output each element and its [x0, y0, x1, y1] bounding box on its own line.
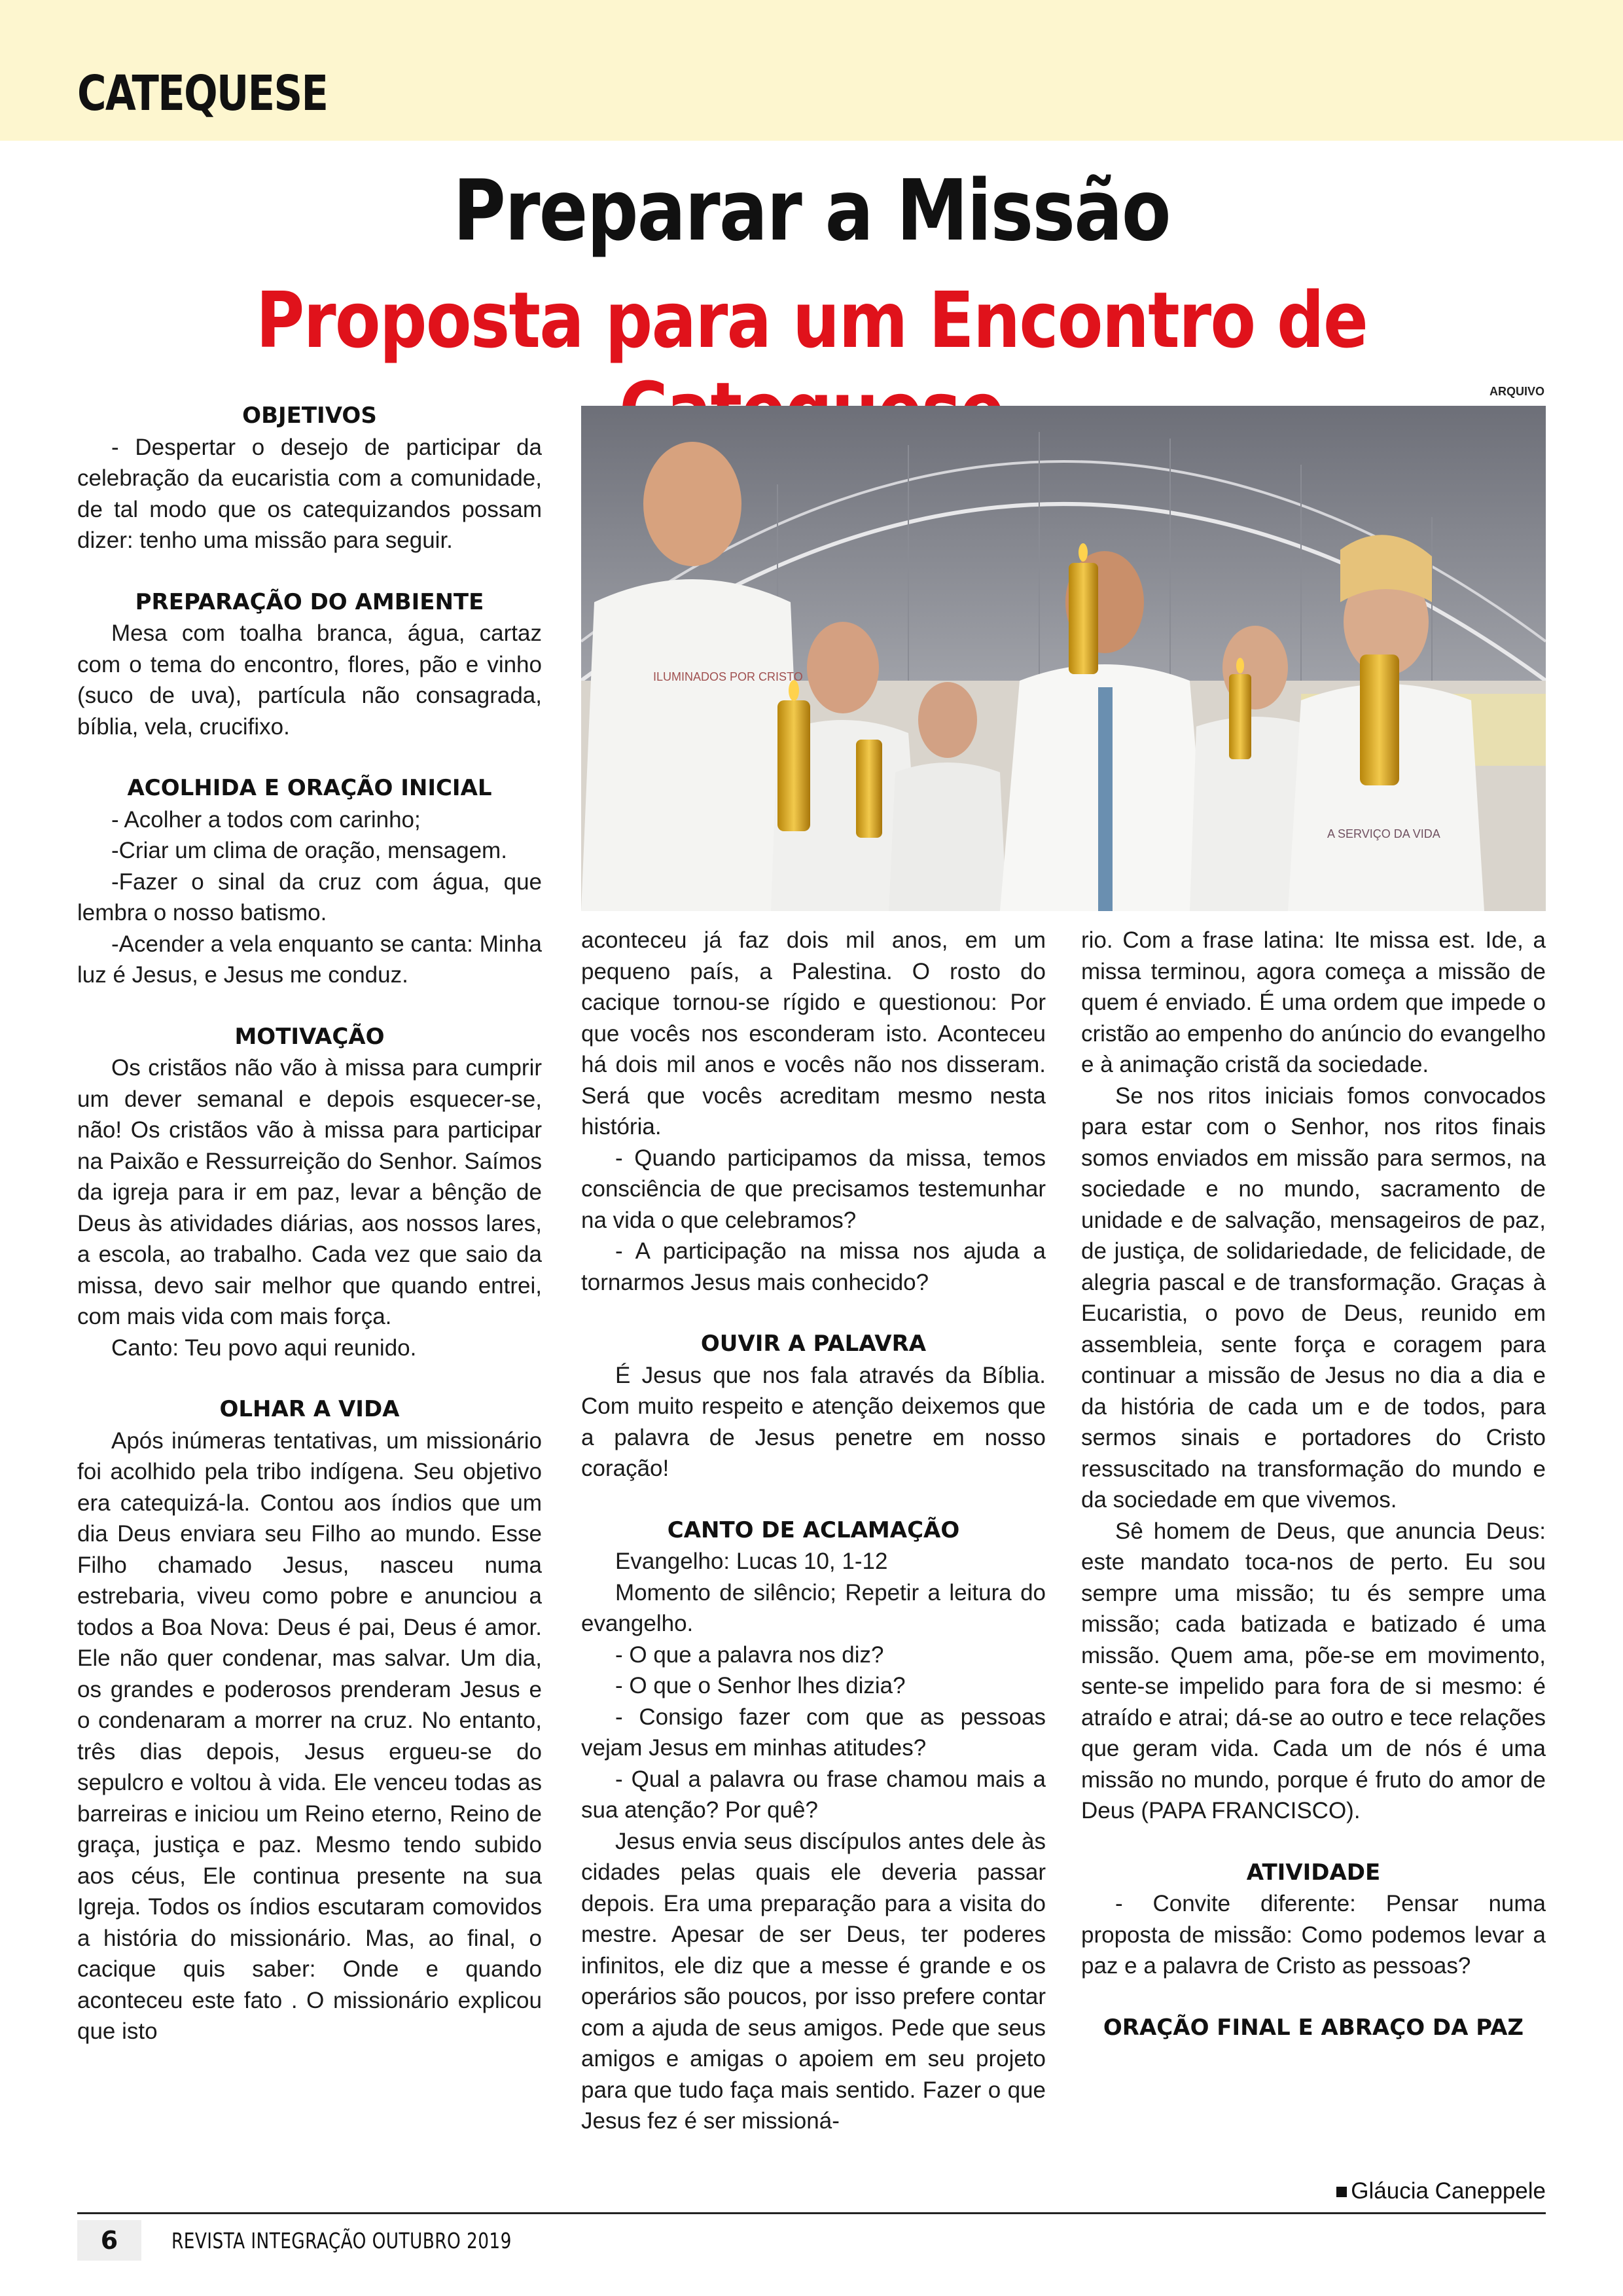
- shirt-text: A SERVIÇO DA VIDA: [1327, 827, 1440, 840]
- footer-publication: REVISTA INTEGRAÇÃO OUTUBRO 2019: [171, 2228, 512, 2253]
- paragraph: - O que a palavra nos diz?: [615, 1641, 884, 1668]
- paragraph: - Acolher a todos com carinho;: [111, 806, 421, 833]
- heading-canto-de-aclamacao: CANTO DE ACLAMAÇÃO: [667, 1516, 960, 1543]
- paragraph: Sê homem de Deus, que anuncia Deus: este mandato toca-nos de perto. Eu sou sempre uma missão; tu és sempre uma missão; cada batizada e batizado é uma missão. Quem ama, põe-se em movimento, sente-se impelido para fora de si mesmo: é atraído e atrai; dá-se ao outro e tece relações que geram vida. Cada um de nós é uma missão no mundo, porque é fruto do amor de Deus (PAPA FRANCISCO).: [1081, 1518, 1546, 1823]
- photo-illustration: [581, 406, 1546, 911]
- shirt-text: ILUMINADOS POR CRISTO: [653, 670, 803, 683]
- paragraph: -Acender a vela enquanto se canta: Minha luz é Jesus, e Jesus me conduz.: [77, 931, 542, 988]
- section-label: CATEQUESE: [77, 65, 328, 122]
- heading-oracao-final: ORAÇÃO FINAL E ABRAÇO DA PAZ: [1103, 2014, 1524, 2041]
- author-name: Gláucia Caneppele: [1351, 2178, 1546, 2204]
- paragraph: - Qual a palavra ou frase chamou mais a sua atenção? Por quê?: [581, 1766, 1046, 1823]
- column-2: [581, 925, 1046, 2137]
- paragraph: Evangelho: Lucas 10, 1-12: [615, 1549, 888, 1574]
- paragraph: rio. Com a frase latina: Ite missa est. Ide, a missa terminou, agora começa a missão de quem é enviado. É uma ordem que impede o cristão ao empenho do anúncio do evangelho e à animação cristã da sociedade.: [1081, 927, 1546, 1077]
- heading-preparacao: PREPARAÇÃO DO AMBIENTE: [135, 588, 484, 615]
- column-1: [77, 401, 542, 2047]
- article-photo: [581, 406, 1546, 911]
- paragraph: Após inúmeras tentativas, um missionário foi acolhido pela tribo indígena. Seu objetivo era catequizá-la. Contou aos índios que um dia Deus enviara seu Filho ao mundo. Esse Filho chamado Jesus, nasceu numa estrebaria, viveu como pobre e anunciou a todos a Boa Nova: Deus é pai, Deus é amor. Ele não quer condenar, mas salvar. Um dia, os grandes e poderosos prenderam Jesus e o condenaram a morrer na cruz. No entanto, três dias depois, Jesus ergueu-se do sepulcro e voltou à vida. Ele venceu todas as barreiras e iniciou um Reino eterno, Reino de graça, justiça e paz. Mesmo tendo subido aos céus, Ele continua presente na sua Igreja. Todos os índios escutaram comovidos a história do missionário. Mas, ao final, o cacique quis saber: Onde e quando aconteceu este fato . O missionário explicou que isto: [77, 1427, 542, 2044]
- paragraph: - A participação na missa nos ajuda a tornarmos Jesus mais conhecido?: [581, 1238, 1046, 1295]
- article-title: Preparar a Missão: [453, 162, 1170, 260]
- paragraph: - Quando participamos da missa, temos consciência de que precisamos testemunhar na vida o que celebramos?: [581, 1145, 1046, 1233]
- paragraph: -Fazer o sinal da cruz com água, que lembra o nosso batismo.: [77, 869, 542, 925]
- paragraph: Jesus envia seus discípulos antes dele às cidades pelas quais ele deveria passar depois. Era uma preparação para a visita do mestre. Apesar de ser Deus, ter poderes infinitos, ele diz que a messe é grande e os operários são poucos, por isso prefere contar com a ajuda de seus amigos. Pede que seus amigos e amigas o apoiem em seu projeto para que tudo faça mais sentido. Fazer o que Jesus fez é ser missioná-: [581, 1828, 1046, 2134]
- heading-olhar-a-vida: OLHAR A VIDA: [219, 1396, 400, 1422]
- paragraph: - Despertar o desejo de participar da celebração da eucaristia com a comunidade, de tal modo que os catequizandos possam dizer: tenho uma missão para seguir.: [77, 434, 542, 553]
- paragraph: É Jesus que nos fala através da Bíblia. Com muito respeito e atenção deixemos que a palavra de Jesus penetre em nosso coração!: [581, 1362, 1046, 1481]
- article-subtitle: Proposta para um Encontro de: [255, 275, 1368, 365]
- author-signature: [1336, 2178, 1546, 2204]
- paragraph: Os cristãos não vão à missa para cumprir um dever semanal e depois esquecer-se, não! Os cristãos vão à missa para participar na Paixão e Ressurreição do Senhor. Saímos da igreja para ir em paz, levar a bênção de Deus às atividades diárias, aos nossos lares, a escola, ao trabalho. Cada vez que saio da missa, devo sair melhor que quando entrei, com mais vida com mais força.: [77, 1055, 542, 1329]
- footer-divider: [77, 2212, 1546, 2214]
- paragraph: - O que o Senhor lhes dizia?: [615, 1673, 906, 1698]
- photo-credit: ARQUIVO: [1489, 385, 1544, 398]
- heading-acolhida: ACOLHIDA E ORAÇÃO INICIAL: [127, 775, 492, 801]
- heading-atividade: ATIVIDADE: [1246, 1859, 1381, 1886]
- paragraph: - Consigo fazer com que as pessoas vejam Jesus em minhas atitudes?: [581, 1704, 1046, 1761]
- page-number: 6: [77, 2220, 141, 2261]
- paragraph: Mesa com toalha branca, água, cartaz com o tema do encontro, flores, pão e vinho (suco de uva), partícula não consagrada, bíblia, vela, crucifixo.: [77, 620, 542, 740]
- paragraph: Canto: Teu povo aqui reunido.: [111, 1335, 417, 1361]
- heading-objetivos: OBJETIVOS: [242, 403, 377, 429]
- paragraph: Se nos ritos iniciais fomos convocados para estar com o Senhor, nos ritos finais somos enviados em missão para sermos, na sociedade e no mundo, sacramento de unidade e de salvação, mensageiros de paz, de justiça, de solidariedade, de felicidade, de alegria pascal e de transformação. Graças à Eucaristia, o povo de Deus, reunido em assembleia, sente força e coragem para continuar a missão de Jesus no dia a dia e da história de cada um e de todos, para sermos sinais e portadores do Cristo ressuscitado na transformação do mundo e da sociedade em que vivemos.: [1081, 1083, 1546, 1513]
- column-3: [1081, 925, 1546, 2043]
- paragraph: aconteceu já faz dois mil anos, em um pequeno país, a Palestina. O rosto do cacique tornou-se rígido e questionou: Por que vocês nos esconderam isto. Aconteceu há dois mil anos e vocês não nos disseram. Será que vocês acreditam mesmo nesta história.: [581, 927, 1046, 1139]
- heading-motivacao: MOTIVAÇÃO: [234, 1023, 385, 1050]
- paragraph: - Convite diferente: Pensar numa proposta de missão: Como podemos levar a paz e a palavra de Cristo as pessoas?: [1081, 1891, 1546, 1979]
- heading-ouvir-a-palavra: OUVIR A PALAVRA: [700, 1331, 927, 1357]
- paragraph: -Criar um clima de oração, mensagem.: [111, 838, 507, 863]
- paragraph: Momento de silêncio; Repetir a leitura do evangelho.: [581, 1579, 1046, 1636]
- square-bullet-icon: [1336, 2187, 1347, 2197]
